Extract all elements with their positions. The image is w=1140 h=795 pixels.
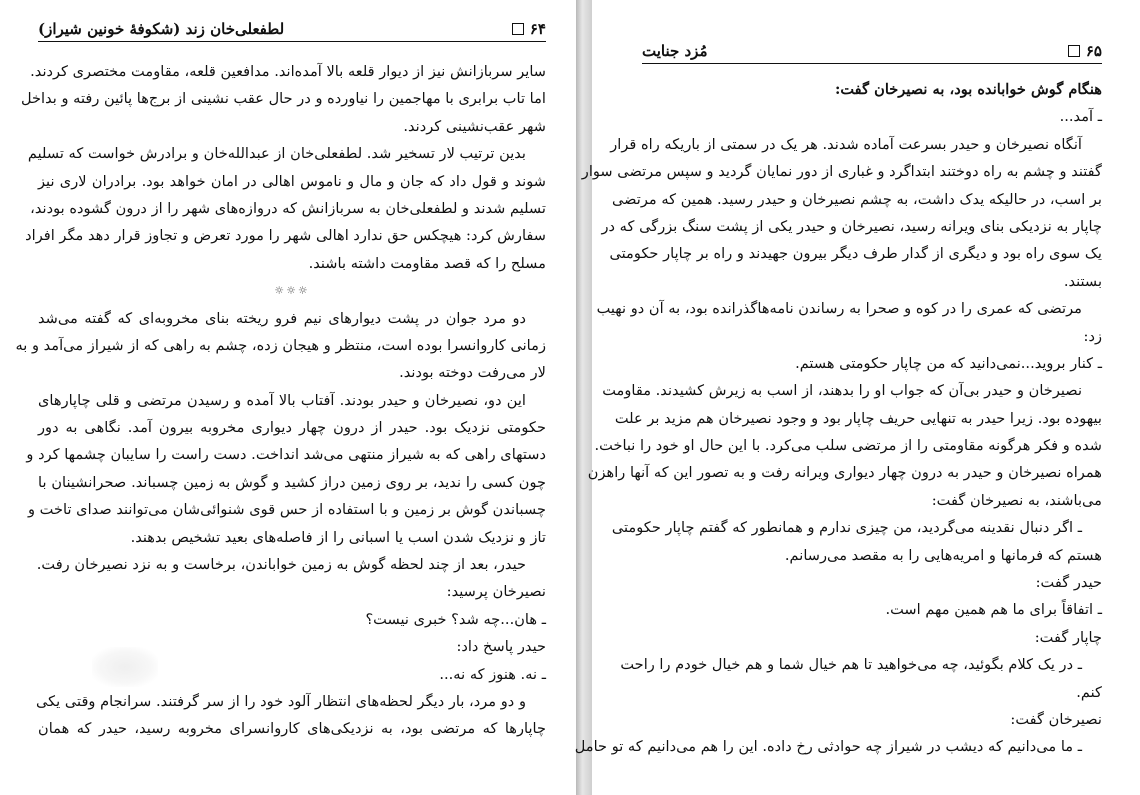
text-line: تسلیم شدند و لطفعلی‌خان به سربازانش که دروازه‌های شهر را از درون گشوده بودند، [30, 199, 546, 217]
text-line: بستند. [1063, 272, 1102, 290]
text-line: لار می‌رفت دوخته بودند. [399, 364, 546, 382]
text-line: ـ هان...چه شد؟ خبری نیست؟ [365, 610, 546, 628]
text-line: دستهای راهی که به شیراز منتهی می‌شد انداخت. دست راست را سایبان چشمها کرد و [26, 446, 546, 464]
running-title: لطفعلی‌خان زند (شکوفهٔ خونین شیراز) [38, 20, 285, 38]
page-body-text [574, 76, 1102, 761]
running-title: مُزد جنایت [642, 42, 708, 60]
text-line: گفتند و چشم به راه دوختند ابتداگرد و غباری از دور نمایان گردید و سپس مرتضی سوار [581, 163, 1102, 181]
text-line: دو مرد جوان در پشت دیوارهای نیم فرو ریخته بنای مخروبه‌ای که گفته می‌شد [38, 309, 526, 327]
text-line: این دو، نصیرخان و حیدر بودند. آفتاب بالا آمده و رسیدن مرتضی و قلی چاپارهای [38, 391, 526, 409]
text-line: بر اسب، در حالیکه یدک داشت، به چشم نصیرخان و حیدر رسید. همین که مرتضی [611, 190, 1102, 208]
text-line: اما تاب برابری با مهاجمین را نیاورده و در حال عقب نشینی از برج‌ها پائین رفته و بداخل [20, 90, 546, 108]
text-line: نصیرخان گفت: [1010, 710, 1102, 728]
text-line: بیهوده بود. زیرا حیدر به تنهایی حریف چاپار بود و وجود نصیرخان هم مزید بر علت [614, 409, 1102, 427]
text-line: بدین ترتیب لار تسخیر شد. لطفعلی‌خان از عبدالله‌خان و برادرش خواست که تسلیم [27, 145, 526, 163]
page-header [642, 42, 1102, 64]
text-line: همراه نصیرخان و حیدر به درون چهار دیواری ویرانه رفت و به تصور این که آنها راهزن [587, 464, 1102, 482]
text-line: حیدر گفت: [1035, 574, 1102, 592]
right-book-page [574, 0, 1140, 795]
text-line: چاپار گفت: [1034, 628, 1102, 646]
text-line: چون کسی را ندید، بر روی زمین دراز کشید و گوش به زمین چسباند. صحرانشینان با [38, 473, 546, 491]
text-line: ـ کنار بروید...نمی‌دانید که من چاپار حکومتی هستم. [795, 354, 1102, 372]
text-line: شهر عقب‌نشینی کردند. [403, 117, 546, 135]
text-line: نصیرخان پرسید: [446, 583, 546, 601]
text-line: ـ آمد... [1059, 108, 1102, 126]
scan-smudge [92, 647, 158, 687]
text-line: هستم که فرمانها و امریه‌هایی را به مقصد می‌رسانم. [784, 546, 1102, 564]
text-line: زد: [1083, 327, 1102, 345]
text-line: مسلح را که قصد مقاومت داشته باشند. [308, 254, 546, 272]
text-line: حیدر، بعد از چند لحظه گوش به زمین خواباندن، برخاست و به نزد نصیرخان رفت. [36, 556, 526, 574]
page-body-text [15, 58, 546, 743]
text-line: ـ اگر دنبال نقدینه می‌گردید، من چیزی ندارم و همانطور که گفتم چاپار حکومتی [611, 519, 1082, 537]
text-line: زمانی کاروانسرا بوده است، منتظر و هیجان زده، چشم به راهی که از شیراز می‌آمد و به [15, 336, 546, 354]
text-line: ـ اتفاقاً برای ما هم همین مهم است. [885, 601, 1102, 619]
text-line: سفارش کرد: هیچکس حق ندارد اهالی شهر را مورد تعرض و تجاوز قرار دهد مگر افراد [25, 227, 546, 245]
page-number-group [512, 20, 546, 38]
text-line: کنم. [1076, 683, 1102, 701]
text-line: آنگاه نصیرخان و حیدر بسرعت آماده شدند. هر یک در سمتی از باریکه راه قرار [610, 135, 1082, 153]
page-header [38, 20, 546, 42]
text-line: ـ ما می‌دانیم که دیشب در شیراز چه حوادثی رخ داده. این را هم می‌دانیم که تو حامل [574, 738, 1082, 756]
text-line: چسباندن گوش بر زمین و با استفاده از حس قوی شنوائی‌شان می‌توانند صدای تاخت و [28, 501, 546, 519]
text-line: هنگام گوش خوابانده بود، به نصیرخان گفت: [834, 81, 1102, 98]
header-box-icon [512, 23, 524, 35]
header-box-icon [1068, 45, 1080, 57]
section-break-ornament: ☼☼☼ [274, 284, 310, 298]
text-line: چاپار به نزدیکی بنای ویرانه رسید، نصیرخان و حیدر یکی از پشت سنگ بزرگی که در [601, 217, 1102, 235]
text-line: می‌باشند، به نصیرخان گفت: [931, 491, 1102, 509]
text-line: حکومتی نزدیک بود. حیدر از درون چهار دیواری مخروبه بیرون آمد. نگاهی به دور [38, 419, 546, 437]
text-line: چاپارها که مرتضی بود، به نزدیکی‌های کاروانسرای مخروبه رسید، حیدر که همان [38, 720, 546, 738]
book-gutter [576, 0, 592, 795]
text-line: شوند و قول داد که جان و مال و ناموس اهالی در امان خواهد بود. برادران لاری نیز [38, 172, 546, 190]
text-line: یک سوی راه بود و دیگری از گدار طرف دیگر بیرون جهیدند و راه بر چاپار حکومتی [609, 245, 1102, 263]
text-line: ـ در یک کلام بگوئید، چه می‌خواهید تا هم خیال شما و هم خیال خودم را راحت [620, 656, 1082, 674]
text-line: نصیرخان و حیدر بی‌آن که جواب او را بدهند، از اسب به زیرش کشیدند. مقاومت [602, 382, 1082, 400]
text-line: سایر سربازانش نیز از دیوار قلعه بالا آمده‌اند. مدافعین قلعه، مقاومت مختصری کردند. [30, 63, 546, 80]
text-line: شده و فکر هرگونه مقاومتی را از مرتضی سلب می‌کرد. با این حال او خود را نباخت. [594, 437, 1102, 455]
page-number-group [1068, 42, 1102, 60]
page-number: ۶۵ [1085, 42, 1102, 60]
text-line: ـ نه. هنوز که نه... [439, 665, 546, 683]
text-line: تاز و نزدیک شدن اسب یا اسبانی را از فاصله‌های بعید تشخیص بدهند. [130, 528, 546, 546]
text-line: حیدر پاسخ داد: [456, 638, 546, 656]
page-number: ۶۴ [529, 20, 546, 38]
text-line: و دو مرد، بار دیگر لحظه‌های انتظار آلود خود را از سر گرفتند. سرانجام وقتی یکی [35, 692, 526, 710]
text-line: مرتضی که عمری را در کوه و صحرا به رساندن نامه‌هاگذرانده بود، به آن دو نهیب [596, 300, 1082, 318]
